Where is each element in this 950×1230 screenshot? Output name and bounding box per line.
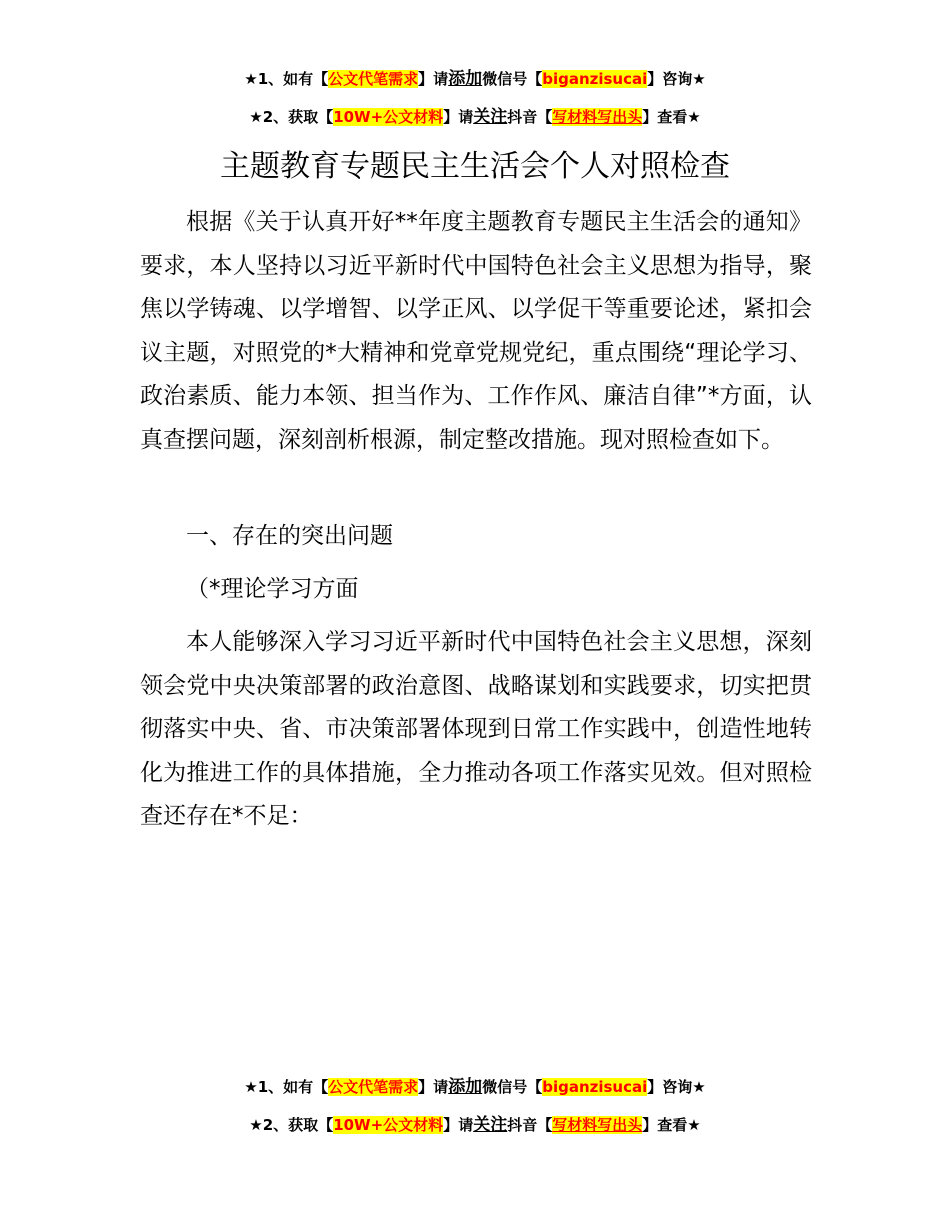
banner-text: 】查看★ xyxy=(642,108,701,126)
banner-text: 抖音【 xyxy=(507,1116,553,1134)
promo-banner-line-1 xyxy=(0,68,950,90)
document-title: 主题教育专题民主生活会个人对照检查 xyxy=(220,149,730,184)
banner-emphasis: 关注 xyxy=(473,1115,508,1135)
banner-emphasis: 添加 xyxy=(448,1077,483,1097)
intro-paragraph: 根据《关于认真开好**年度主题教育专题民主生活会的通知》要求，本人坚持以习近平新时代中国特色社会主义思想为指导，聚焦以学铸魂、以学增智、以学正风、以学促干等重要论述，紧扣会议主题，对照党的*大精神和党章党规党纪，重点围绕“理论学习、政治素质、能力本领、担当作为、工作作风、廉洁自律”*方面，认真查摆问题，深刻剖析根源，制定整改措施。现对照检查如下。 xyxy=(140,209,812,453)
promo-banner-footer-line-1 xyxy=(0,1076,950,1098)
banner-douyin-id: 写材料写出头 xyxy=(552,108,643,126)
banner-emphasis: 关注 xyxy=(473,107,508,127)
banner-text: 】咨询★ xyxy=(647,70,706,88)
banner-text: 微信号【 xyxy=(482,70,543,88)
banner-text: ★2、获取【 xyxy=(249,108,334,126)
banner-highlight: 公文代笔需求 xyxy=(328,70,419,88)
banner-highlight: 公文代笔需求 xyxy=(328,1078,419,1096)
banner-text: 】请 xyxy=(418,70,449,88)
banner-text: 抖音【 xyxy=(507,108,553,126)
theory-paragraph: 本人能够深入学习习近平新时代中国特色社会主义思想，深刻领会党中央决策部署的政治意图、战略谋划和实践要求，切实把贯彻落实中央、省、市决策部署体现到日常工作实践中，创造性地转化为推进工作的具体措施，全力推动各项工作落实见效。但对照检查还存在*不足： xyxy=(140,629,812,830)
banner-text: 】咨询★ xyxy=(647,1078,706,1096)
banner-text: ★2、获取【 xyxy=(249,1116,334,1134)
banner-douyin-id: 写材料写出头 xyxy=(552,1116,643,1134)
banner-text: 】请 xyxy=(418,1078,449,1096)
banner-wechat-id: biganzisucai xyxy=(542,1078,648,1096)
banner-text: ★1、如有【 xyxy=(244,1078,329,1096)
promo-banner-line-2 xyxy=(0,106,950,128)
section-heading: 一、存在的突出问题 xyxy=(186,523,393,549)
banner-text: ★1、如有【 xyxy=(244,70,329,88)
banner-text: 】请 xyxy=(443,1116,474,1134)
banner-highlight: 10W+公文材料 xyxy=(333,1116,444,1134)
banner-highlight: 10W+公文材料 xyxy=(333,108,444,126)
banner-text: 微信号【 xyxy=(482,1078,543,1096)
banner-emphasis: 添加 xyxy=(448,69,483,89)
subsection-heading: （*理论学习方面 xyxy=(186,576,359,602)
banner-wechat-id: biganzisucai xyxy=(542,70,648,88)
banner-text: 】请 xyxy=(443,108,474,126)
promo-banner-footer-line-2 xyxy=(0,1114,950,1136)
banner-text: 】查看★ xyxy=(642,1116,701,1134)
